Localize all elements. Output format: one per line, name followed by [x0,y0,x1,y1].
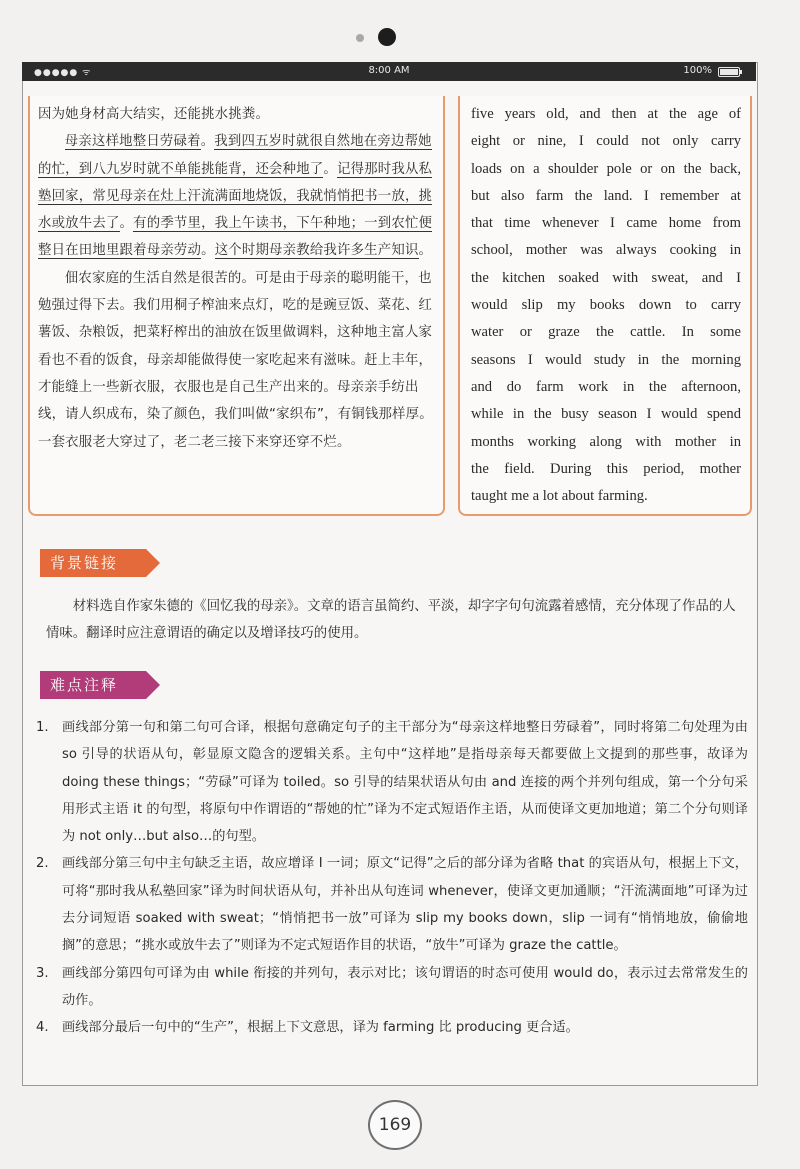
notes-list [36,714,748,1042]
device-camera [0,26,800,50]
underlined-sentence-2: 我到四五岁时就很自然地在旁边帮她的忙，到八九岁时就不单能挑能背，还会种地了 [38,134,432,177]
battery-percent: 100% [683,65,712,76]
status-time: 8:00 AM [368,65,410,76]
english-line: the field. During this period, mother [471,460,741,477]
note-item [36,850,748,959]
note-text: 画线部分第四句可译为由 while 衔接的并列句，表示对比；该句谓语的时态可使用 would do，表示过去常常发生的动作。 [62,965,748,1008]
english-line: five years old, and then at the age of [471,106,741,122]
english-line: loads on a shoulder pole or on the back, [471,160,741,177]
english-line: eight or nine, I could not only carry [471,133,741,150]
english-line: the kitchen soaked with sweat, and I [471,269,741,286]
underlined-sentence-3: 记得那时我从私塾回家，常见母亲在灶上汗流满面地烧饭，我就悄悄把书一放，挑水或放牛去了 [38,161,433,232]
note-number: 4. [36,1020,49,1036]
note-item [36,1014,748,1041]
background-text: 材料选自作家朱德的《回忆我的母亲》。文章的语言虽简约、平淡，却字字句句流露着感情，充分体现了作品的人情味。翻译时应注意谓语的确定以及增译技巧的使用。 [46,599,736,641]
battery-icon [718,67,740,77]
english-line: water or graze the cattle. In some [471,324,741,341]
english-line: while in the busy season I would spend [471,406,741,423]
camera-sensor-icon [356,34,364,42]
underlined-sentence-4: 有的季节里，我上午读书，下午种地；一到农忙便整日在田地里跟着母亲劳动 [38,216,433,259]
chinese-passage [38,101,438,456]
notes-section-tag: 难点注释 [40,671,146,699]
english-line: school, mother was always cooking in [471,242,741,259]
camera-lens-icon [378,28,396,46]
note-item [36,960,748,1015]
underlined-sentence-5: 这个时期母亲教给我许多生产知识 [214,243,419,259]
english-line: but also farm the land. I remember at [471,187,741,204]
chinese-paragraph-3: 佃农家庭的生活自然是很苦的。可是由于母亲的聪明能干，也勉强过得下去。我们用桐子榨油来点灯，吃的是豌豆饭、菜花、红薯饭、杂粮饭，把菜籽榨出的油放在饭里做调料，这种地主富人家看也不看的饭食，母亲却能做得使一家吃起来有滋味。赶上丰年，才能缝上一些新衣服，衣服也是自己生产出来的。母亲亲手纺出线，请人织成布，染了颜色，我们叫做“家织布”，有铜钱那样厚。一套衣服老大穿过了，老二老三接下来穿还穿不烂。 [38,270,433,450]
background-section-tag: 背景链接 [40,549,146,577]
note-text: 画线部分第一句和第二句可合译，根据句意确定句子的主干部分为“母亲这样地整日劳碌着”，同时将第二句处理为由 so 引导的状语从句，彰显原文隐含的逻辑关系。主句中“这样地”是指母亲每天都要做上文提到的那些事，故译为 doing these things；“劳碌”可译为 toiled。so 引导的结果状语从句由 and 连接的两个并列句组成，第一个分句采用形式主语 it 的句型，将原句中作谓语的“帮她的忙”译为不定式短语作主语，从而使译文更加地道；第二个分句则译为 not only…but also…的句型。 [62,720,748,845]
english-line: would slip my books down to carry [471,297,741,314]
note-number: 2. [36,856,49,872]
note-text: 画线部分最后一句中的“生产”，根据上下文意思，译为 farming 比 producing 更合适。 [62,1020,579,1036]
underlined-sentence-1: 母亲这样地整日劳碌着 [64,134,201,150]
english-line: months working along with mother in [471,433,741,450]
chinese-line-1: 因为她身材高大结实，还能挑水挑粪。 [38,107,270,122]
page-number: 169 [368,1100,422,1150]
status-bar [22,62,756,81]
english-line: that time whenever I came home from [471,215,741,232]
english-line: seasons I would study in the morning [471,351,741,368]
signal-icon: ●●●●● ᯤ [34,68,92,78]
chinese-paragraph-2: 母亲这样地整日劳碌着。我到四五岁时就很自然地在旁边帮她的忙，到八九岁时就不单能挑能背，还会种地了。记得那时我从私塾回家，常见母亲在灶上汗流满面地烧饭，我就悄悄把书一放，挑水或放牛去了。有的季节里，我上午读书，下午种地；一到农忙便整日在田地里跟着母亲劳动。这个时期母亲教给我许多生产知识。 [38,134,433,259]
english-passage [471,101,741,510]
note-text: 画线部分第三句中主句缺乏主语，故应增译 I 一词；原文“记得”之后的部分译为省略 that 的宾语从句，根据上下文，可将“那时我从私塾回家”译为时间状语从句，并补出从句连词 whenever，使译文更加通顺；“汗流满面地”可译为过去分词短语 soaked with sweat；“悄悄把书一放”可译为 slip my books down，slip 一词有“悄悄地放，偷偷地搁”的意思；“挑水或放牛去了”则译为不定式短语作目的状语，“放牛”可译为 graze the cattle。 [62,856,748,954]
note-number: 1. [36,720,49,735]
english-line: and do farm work in the afternoon, [471,378,741,395]
english-line: taught me a lot about farming. [471,488,648,505]
note-number: 3. [36,965,49,981]
note-item [36,714,748,850]
